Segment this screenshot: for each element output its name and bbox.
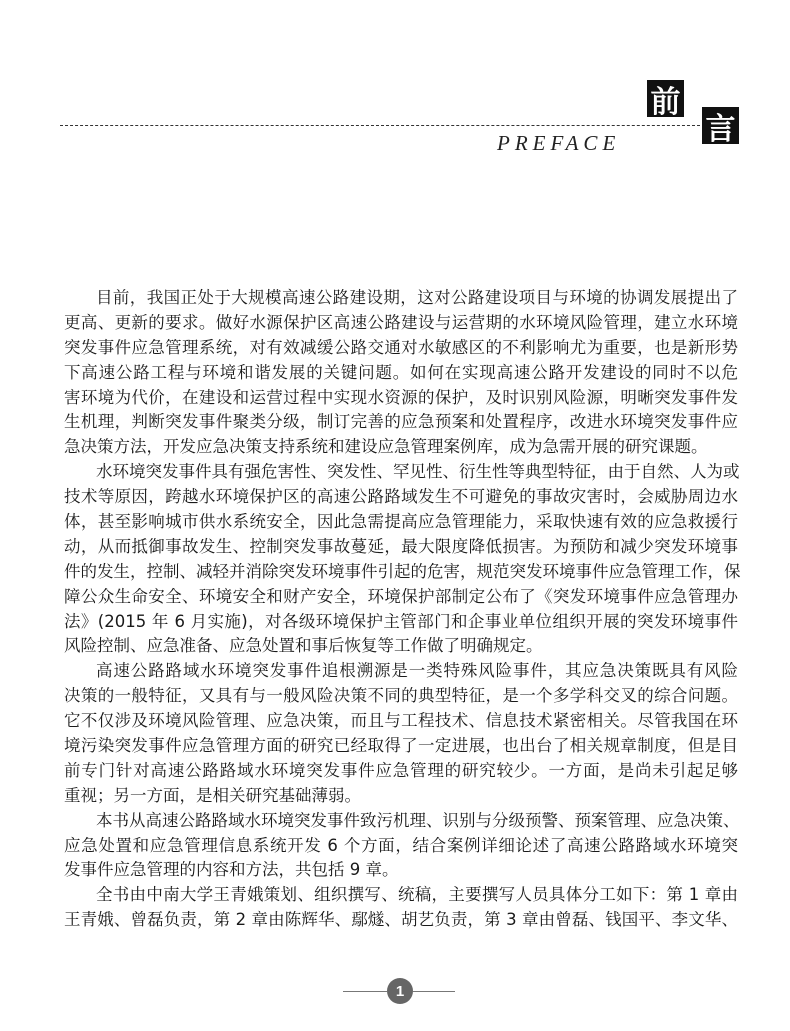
paragraph-3-line: 前专门针对高速公路路域水环境突发事件应急管理的研究较少。一方面，是尚未引起足够 (64, 760, 738, 780)
paragraph-3-line: 重视；另一方面，是相关研究基础薄弱。 (64, 785, 361, 805)
title-char-yan: 言 (702, 107, 739, 144)
page-number: 1 (387, 978, 413, 1004)
paragraph-2-line: 风险控制、应急准备、应急处置和事后恢复等工作做了明确规定。 (64, 636, 543, 656)
paragraph-2-line: 法》(2015 年 6 月实施)，对各级环境保护主管部门和企事业单位组织开展的突发环境事件 (64, 611, 738, 631)
paragraph-1-line: 生机理，判断突发事件聚类分级，制订完善的应急预案和处置程序，改进水环境突发事件应 (64, 412, 738, 432)
footer-rule-right (413, 991, 455, 992)
paragraph-5-line: 王青娥、曾磊负责，第 2 章由陈辉华、鄢燧、胡艺负责，第 3 章由曾磊、钱国平、李文华、 (64, 910, 738, 930)
paragraph-2-line: 动，从而抵御事故发生、控制突发事故蔓延，最大限度降低损害。为预防和减少突发环境事 (64, 536, 738, 556)
paragraph-3-line: 高速公路路域水环境突发事件追根溯源是一类特殊风险事件，其应急决策既具有风险 (96, 661, 738, 681)
page-number-footer (343, 978, 455, 1004)
paragraph-1-line: 更高、更新的要求。做好水源保护区高速公路建设与运营期的水环境风险管理，建立水环境 (64, 312, 738, 332)
paragraph-1-line: 目前，我国正处于大规模高速公路建设期，这对公路建设项目与环境的协调发展提出了 (96, 288, 738, 307)
paragraph-2-line: 水环境突发事件具有强危害性、突发性、罕见性、衍生性等典型特征，由于自然、人为或 (96, 462, 740, 482)
paragraph-5-line: 全书由中南大学王青娥策划、组织撰写、统稿，主要撰写人员具体分工如下：第 1 章由 (96, 885, 738, 905)
preface-subtitle: PREFACE (497, 131, 621, 155)
paragraph-2-line: 障公众生命安全、环境安全和财产安全，环境保护部制定公布了《突发环境事件应急管理办 (64, 586, 738, 606)
paragraph-2-line: 体，甚至影响城市供水系统安全，因此急需提高应急管理能力，采取快速有效的应急救援行 (64, 512, 738, 532)
paragraph-4-line: 本书从高速公路路域水环境突发事件致污机理、识别与分级预警、预案管理、应急决策、 (96, 810, 740, 830)
paragraph-2-line: 技术等原因，跨越水环境保护区的高速公路路域发生不可避免的事故灾害时，会威胁周边水 (64, 487, 738, 507)
paragraph-4-line: 应急处置和应急管理信息系统开发 6 个方面，结合案例详细论述了高速公路路域水环境突 (64, 835, 738, 855)
preface-body-text (64, 286, 741, 933)
paragraph-4-line: 发事件应急管理的内容和方法，共包括 9 章。 (64, 860, 399, 880)
paragraph-3-line: 它不仅涉及环境风险管理、应急决策，而且与工程技术、信息技术紧密相关。尽管我国在环 (64, 711, 738, 731)
paragraph-1-line: 下高速公路工程与环境和谐发展的关键问题。如何在实现高速公路开发建设的同时不以危 (64, 362, 738, 382)
paragraph-1-line: 急决策方法，开发应急决策支持系统和建设应急管理案例库，成为急需开展的研究课题。 (64, 437, 708, 457)
paragraph-1-line: 害环境为代价，在建设和运营过程中实现水资源的保护，及时识别风险源，明晰突发事件发 (64, 387, 738, 407)
paragraph-3-line: 决策的一般特征，又具有与一般风险决策不同的典型特征，是一个多学科交叉的综合问题。 (64, 686, 738, 706)
paragraph-2-line: 件的发生，控制、减轻并消除突发环境事件引起的危害，规范突发环境事件应急管理工作，保 (64, 561, 741, 581)
paragraph-3-line: 境污染突发事件应急管理方面的研究已经取得了一定进展，也出台了相关规章制度，但是目 (64, 736, 738, 756)
title-char-qian: 前 (647, 80, 684, 117)
header-dashed-divider (60, 125, 700, 126)
footer-rule-left (343, 991, 387, 992)
paragraph-1-line: 突发事件应急管理系统，对有效减缓公路交通对水敏感区的不利影响尤为重要，也是新形势 (64, 337, 738, 357)
